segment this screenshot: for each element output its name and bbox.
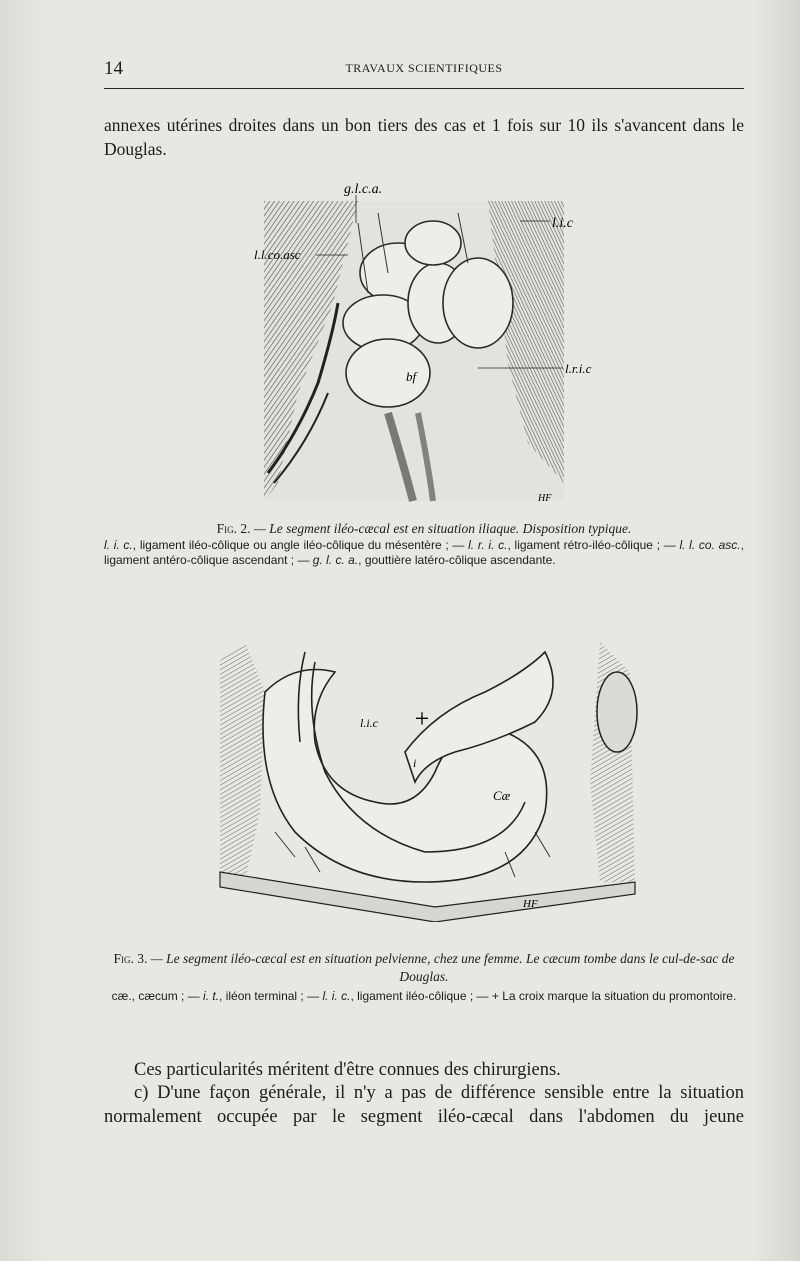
figure-3-illustration — [205, 632, 645, 922]
paragraph-surgeons: Ces particularités méritent d'être connues des chirurgiens. — [134, 1060, 561, 1080]
figure-3-caption: Fig. 3. — Le segment iléo-cæcal est en situation pelvienne, chez une femme. Le cæcum tombe dans le cul-de-sac de Douglas. — [113, 951, 735, 984]
fig3-label-i: i — [413, 756, 417, 770]
page-number: 14 — [104, 58, 123, 79]
figure-3-legend: cæ., cæcum ; — i. t., iléon terminal ; — l. i. c., ligament iléo-côlique ; — + La croix marque la situation du promontoire. — [111, 989, 737, 1003]
fig3-label-lic: l.i.c — [360, 716, 378, 730]
figure-2-illustration — [238, 183, 600, 508]
fig3-label-cross: + — [413, 704, 431, 733]
fig2-label-lic: l.i.c — [552, 216, 573, 231]
running-title: TRAVAUX SCIENTIFIQUES — [345, 61, 503, 75]
figure-2-legend: l. i. c., ligament iléo-côlique ou angle iléo-côlique du mésentère ; — l. r. i. c., ligament rétro-iléo-côlique ; — l. l. co. asc., ligament antéro-côlique ascendant ; — g. l. c. a., gouttière latéro-côlique ascendante. — [104, 538, 744, 567]
header-rule — [104, 88, 744, 89]
fig3-label-hf: HF — [523, 898, 538, 910]
fig3-label-cae: Cæ — [493, 788, 511, 803]
running-head — [104, 58, 744, 82]
fig2-label-bf: bf — [406, 369, 417, 384]
fig2-label-lric: l.r.i.c — [565, 361, 592, 376]
fig2-label-hf: HF — [538, 493, 552, 504]
figure-2-caption: Fig. 2. — Le segment iléo-cæcal est en situation iliaque. Disposition typique. — [216, 521, 632, 536]
paragraph-general: c) D'une façon générale, il n'y a pas de différence sensible entre la situation normalement occupée par le segment iléo-cæcal dans l'abdomen du jeune — [104, 1083, 744, 1127]
fig2-label-glca: g.l.c.a. — [344, 183, 383, 197]
paragraph-intro: annexes utérines droites dans un bon tiers des cas et 1 fois sur 10 ils s'avancent dans le Douglas. — [104, 115, 744, 159]
fig2-label-llcoasc: l.l.co.asc — [254, 247, 301, 262]
